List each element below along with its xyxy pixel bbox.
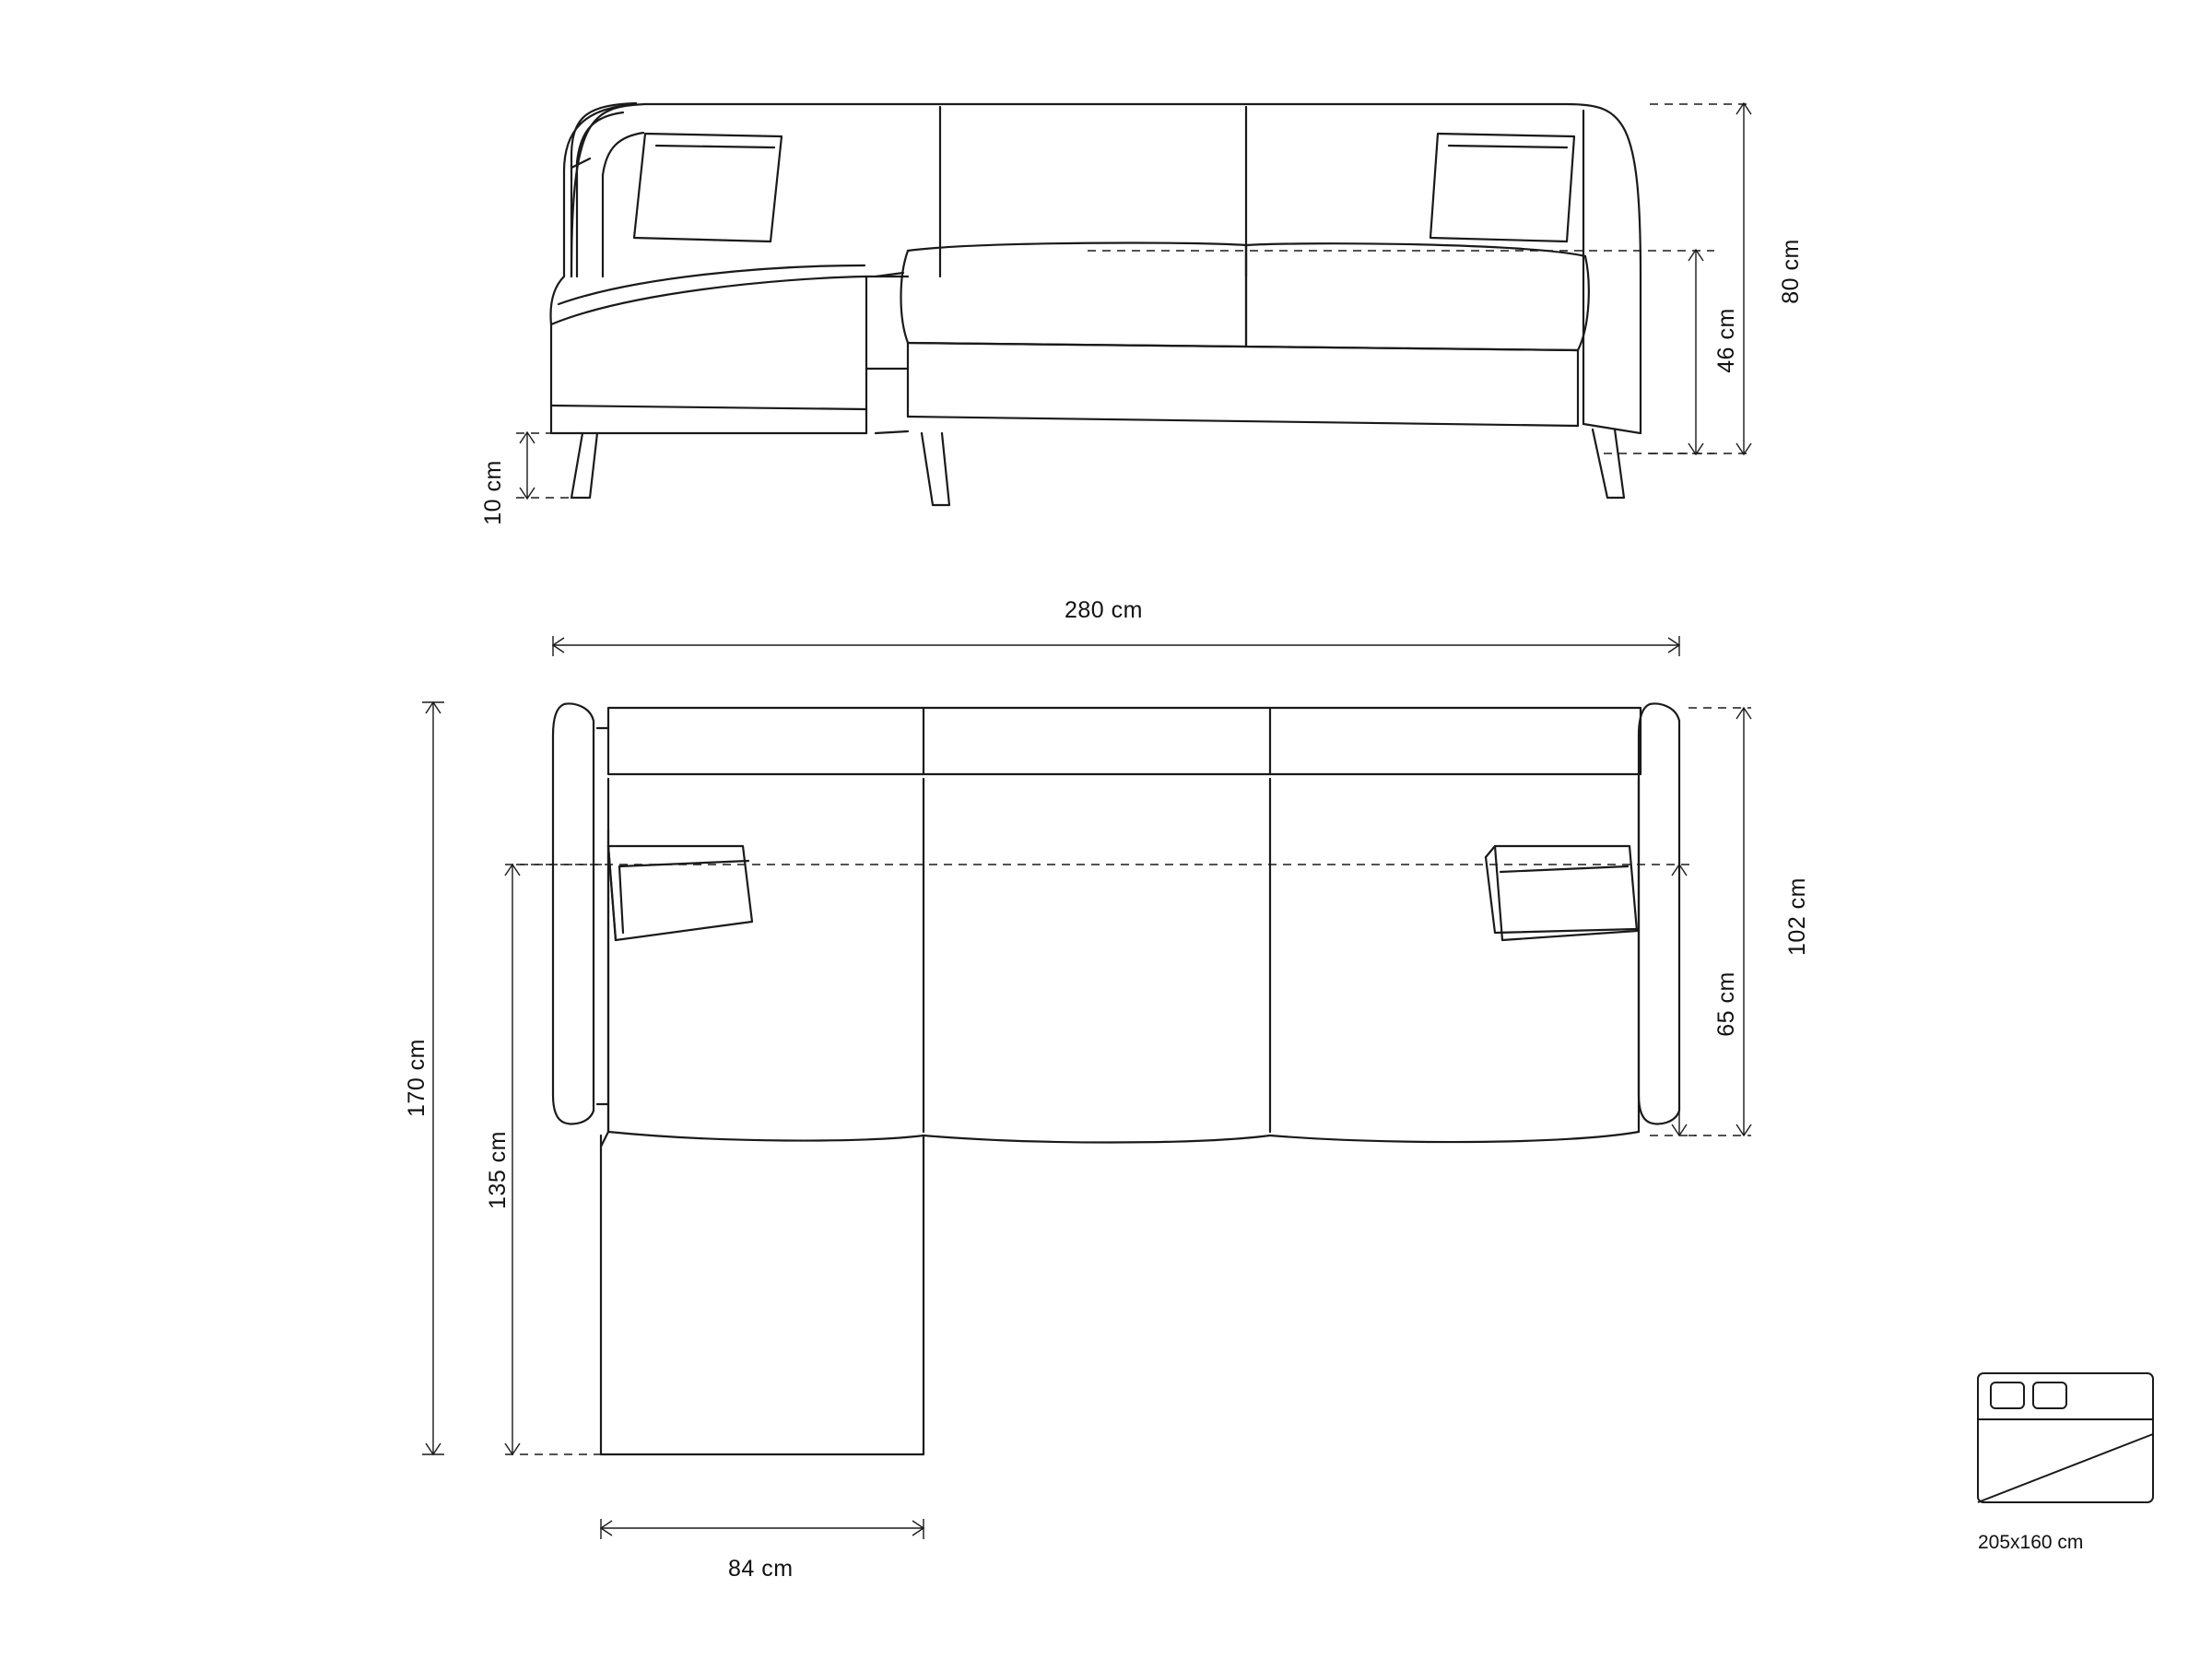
dimension-label-depth-chaise: 135 cm bbox=[484, 1131, 511, 1209]
sleeping-area-label: 205x160 cm bbox=[1978, 1532, 2084, 1553]
dimension-label-width-total: 280 cm bbox=[1065, 597, 1143, 623]
dimension-label-seat-height: 46 cm bbox=[1712, 308, 1739, 373]
dimension-label-height-total: 80 cm bbox=[1777, 239, 1804, 304]
dimension-label-chaise-width: 84 cm bbox=[728, 1556, 794, 1582]
dimension-label-leg-height: 10 cm bbox=[479, 460, 506, 525]
dimension-label-depth-total: 170 cm bbox=[403, 1039, 429, 1117]
dimension-label-seat-depth: 65 cm bbox=[1712, 971, 1739, 1037]
dimension-label-depth-sofa: 102 cm bbox=[1783, 877, 1810, 956]
